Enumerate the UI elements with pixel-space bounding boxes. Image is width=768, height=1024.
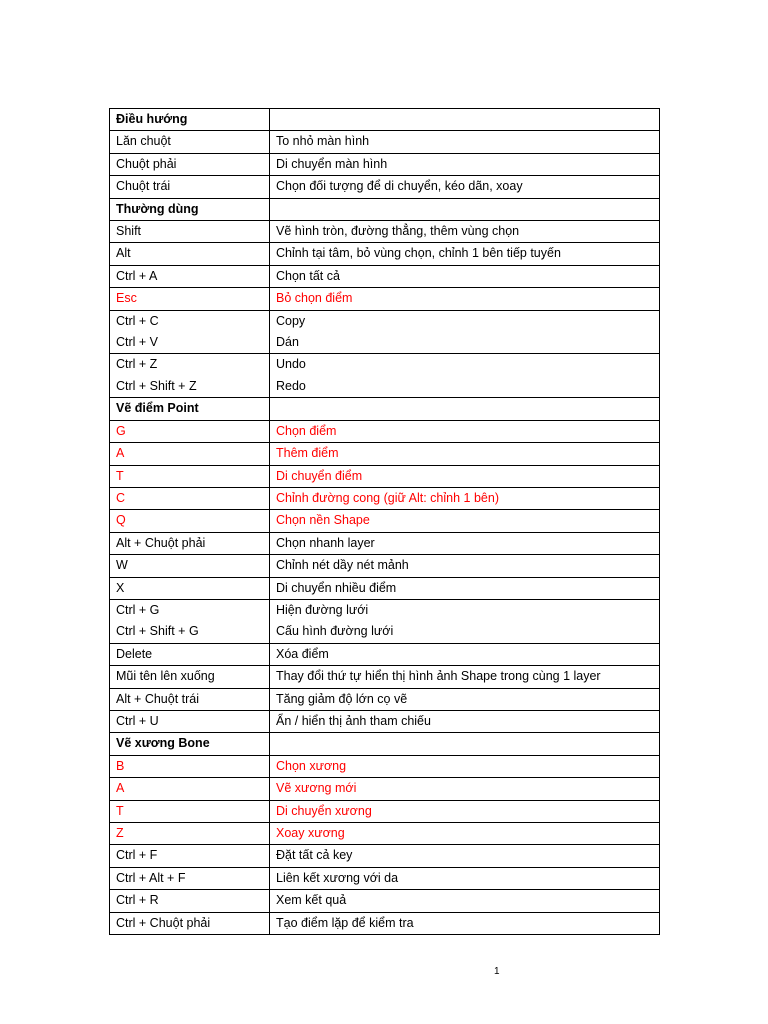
shortcut-description-cell bbox=[270, 555, 660, 577]
shortcut-key-text: Vẽ điểm Point bbox=[116, 401, 199, 416]
shortcut-key-text: Ctrl + V bbox=[116, 335, 159, 350]
shortcut-description-cell bbox=[270, 465, 660, 487]
shortcut-key-cell bbox=[110, 109, 270, 131]
shortcut-description-text: Di chuyển màn hình bbox=[276, 156, 388, 171]
shortcut-description-text: Undo bbox=[276, 357, 306, 372]
shortcut-description-cell bbox=[270, 354, 660, 398]
table-row bbox=[110, 221, 660, 243]
shortcut-key-text: Alt + Chuột trái bbox=[116, 691, 200, 706]
shortcut-key-cell bbox=[110, 265, 270, 287]
shortcut-description-cell bbox=[270, 131, 660, 153]
shortcut-key-cell bbox=[110, 912, 270, 934]
table-row bbox=[110, 510, 660, 532]
shortcut-description-text bbox=[276, 733, 659, 754]
shortcut-key-text: Shift bbox=[116, 224, 142, 239]
shortcut-description-cell bbox=[270, 176, 660, 198]
table-row bbox=[110, 688, 660, 710]
table-row bbox=[110, 845, 660, 867]
shortcut-key-cell bbox=[110, 510, 270, 532]
shortcut-key-text: T bbox=[116, 803, 124, 818]
shortcut-description-cell bbox=[270, 443, 660, 465]
shortcut-key-text: Ctrl + F bbox=[116, 848, 158, 863]
shortcut-description-text: Dán bbox=[276, 335, 299, 350]
shortcut-description-cell bbox=[270, 778, 660, 800]
table-row bbox=[110, 778, 660, 800]
shortcut-description-cell bbox=[270, 265, 660, 287]
shortcut-key-text: Lăn chuột bbox=[116, 134, 171, 149]
table-row bbox=[110, 443, 660, 465]
shortcut-description-text: Di chuyển nhiều điểm bbox=[276, 580, 397, 595]
shortcut-description-cell bbox=[270, 198, 660, 220]
shortcut-key-cell bbox=[110, 354, 270, 398]
section-header-row bbox=[110, 398, 660, 420]
shortcut-key-cell bbox=[110, 800, 270, 822]
shortcut-description-text: Tăng giảm độ lớn cọ vẽ bbox=[276, 691, 408, 706]
shortcut-key-cell bbox=[110, 778, 270, 800]
shortcut-key-cell bbox=[110, 288, 270, 310]
shortcut-description-cell bbox=[270, 845, 660, 867]
shortcut-key-text: Vẽ xương Bone bbox=[116, 736, 210, 751]
shortcut-key-text: A bbox=[116, 446, 125, 461]
shortcut-table bbox=[109, 108, 660, 935]
table-row bbox=[110, 532, 660, 554]
shortcut-key-cell bbox=[110, 666, 270, 688]
shortcut-key-cell bbox=[110, 153, 270, 175]
shortcut-description-text: Cấu hình đường lưới bbox=[276, 624, 394, 639]
shortcut-key-text: Esc bbox=[116, 291, 137, 306]
shortcut-key-text: Ctrl + A bbox=[116, 268, 158, 283]
shortcut-description-text: Chỉnh đường cong (giữ Alt: chỉnh 1 bên) bbox=[276, 490, 499, 505]
shortcut-key-text: Ctrl + R bbox=[116, 893, 159, 908]
table-row bbox=[110, 354, 660, 398]
shortcut-key-text: Chuột trái bbox=[116, 179, 171, 194]
shortcut-key-text: T bbox=[116, 468, 124, 483]
shortcut-key-text: Chuột phải bbox=[116, 156, 177, 171]
shortcut-key-text: G bbox=[116, 423, 126, 438]
table-row bbox=[110, 912, 660, 934]
shortcut-description-text: Chọn đối tượng để di chuyển, kéo dãn, xoay bbox=[276, 179, 523, 194]
shortcut-key-cell bbox=[110, 733, 270, 755]
table-row bbox=[110, 243, 660, 265]
shortcut-description-text: Xem kết quả bbox=[276, 893, 347, 908]
shortcut-description-text: Chọn nhanh layer bbox=[276, 535, 375, 550]
shortcut-description-cell bbox=[270, 288, 660, 310]
shortcut-key-text: X bbox=[116, 580, 125, 595]
table-row bbox=[110, 288, 660, 310]
shortcut-description-cell bbox=[270, 243, 660, 265]
table-row bbox=[110, 310, 660, 354]
shortcut-key-text: C bbox=[116, 490, 126, 505]
shortcut-key-text: Ctrl + U bbox=[116, 713, 159, 728]
shortcut-description-cell bbox=[270, 577, 660, 599]
page-number: 1 bbox=[494, 966, 500, 977]
section-header-row bbox=[110, 198, 660, 220]
shortcut-description-text: Chỉnh nét dầy nét mảnh bbox=[276, 558, 409, 573]
table-row bbox=[110, 176, 660, 198]
shortcut-key-cell bbox=[110, 443, 270, 465]
shortcut-description-text: Chọn điểm bbox=[276, 423, 337, 438]
shortcut-key-cell bbox=[110, 487, 270, 509]
shortcut-key-text: Alt + Chuột phải bbox=[116, 535, 206, 550]
shortcut-key-cell bbox=[110, 823, 270, 845]
shortcut-key-cell bbox=[110, 688, 270, 710]
shortcut-key-cell bbox=[110, 398, 270, 420]
shortcut-key-cell bbox=[110, 555, 270, 577]
shortcut-description-cell bbox=[270, 890, 660, 912]
shortcut-description-text: Chỉnh tại tâm, bỏ vùng chọn, chỉnh 1 bên tiếp tuyến bbox=[276, 246, 561, 261]
shortcut-key-text: Delete bbox=[116, 646, 153, 661]
table-row bbox=[110, 890, 660, 912]
table-row bbox=[110, 666, 660, 688]
table-row bbox=[110, 420, 660, 442]
shortcut-description-cell bbox=[270, 710, 660, 732]
shortcut-description-cell bbox=[270, 153, 660, 175]
shortcut-key-cell bbox=[110, 577, 270, 599]
shortcut-description-text: Vẽ hình tròn, đường thẳng, thêm vùng chọn bbox=[276, 224, 520, 239]
shortcut-description-cell bbox=[270, 912, 660, 934]
shortcut-description-text: Xoay xương bbox=[276, 826, 345, 840]
shortcut-description-text: Thêm điểm bbox=[276, 446, 339, 461]
shortcut-key-cell bbox=[110, 867, 270, 889]
shortcut-description-text bbox=[276, 109, 659, 130]
shortcut-description-text: Thay đổi thứ tự hiển thị hình ảnh Shape trong cùng 1 layer bbox=[276, 669, 601, 684]
table-row bbox=[110, 153, 660, 175]
shortcut-description-text: Tạo điểm lặp để kiểm tra bbox=[276, 915, 414, 930]
shortcut-description-cell bbox=[270, 666, 660, 688]
shortcut-description-cell bbox=[270, 532, 660, 554]
shortcut-key-text: A bbox=[116, 781, 125, 796]
shortcut-description-cell bbox=[270, 733, 660, 755]
shortcut-key-cell bbox=[110, 420, 270, 442]
shortcut-key-text: W bbox=[116, 558, 128, 573]
table-row bbox=[110, 555, 660, 577]
shortcut-key-text: Ctrl + Chuột phải bbox=[116, 915, 211, 930]
shortcut-key-cell bbox=[110, 310, 270, 354]
section-header-row bbox=[110, 109, 660, 131]
shortcut-description-cell bbox=[270, 109, 660, 131]
table-row bbox=[110, 755, 660, 777]
table-row bbox=[110, 823, 660, 845]
shortcut-description-text: Di chuyển điểm bbox=[276, 468, 363, 483]
shortcut-key-text: Mũi tên lên xuống bbox=[116, 669, 215, 684]
shortcut-description-text: To nhỏ màn hình bbox=[276, 134, 370, 149]
shortcut-description-text: Redo bbox=[276, 378, 306, 393]
shortcut-key-text: Ctrl + Z bbox=[116, 357, 158, 372]
table-row bbox=[110, 710, 660, 732]
shortcut-key-cell bbox=[110, 243, 270, 265]
shortcut-key-cell bbox=[110, 845, 270, 867]
table-row bbox=[110, 265, 660, 287]
shortcut-description-cell bbox=[270, 643, 660, 665]
table-row bbox=[110, 867, 660, 889]
shortcut-description-cell bbox=[270, 599, 660, 643]
shortcut-description-cell bbox=[270, 823, 660, 845]
shortcut-description-text: Xóa điểm bbox=[276, 646, 329, 661]
shortcut-description-text: Chọn tất cả bbox=[276, 268, 340, 283]
shortcut-description-cell bbox=[270, 487, 660, 509]
table-row bbox=[110, 599, 660, 643]
shortcut-key-text: Điều hướng bbox=[116, 112, 188, 126]
shortcut-description-text bbox=[276, 199, 659, 220]
table-row bbox=[110, 131, 660, 153]
shortcut-key-text: Ctrl + G bbox=[116, 602, 160, 617]
shortcut-description-cell bbox=[270, 420, 660, 442]
shortcut-description-text: Vẽ xương mới bbox=[276, 781, 357, 796]
table-row bbox=[110, 577, 660, 599]
shortcut-description-cell bbox=[270, 755, 660, 777]
shortcut-key-text: Ctrl + C bbox=[116, 313, 159, 328]
shortcut-key-cell bbox=[110, 643, 270, 665]
shortcut-description-text: Liên kết xương với da bbox=[276, 870, 399, 885]
shortcut-description-text: Copy bbox=[276, 313, 306, 328]
shortcut-key-text: B bbox=[116, 758, 125, 773]
table-row bbox=[110, 487, 660, 509]
shortcut-description-cell bbox=[270, 688, 660, 710]
shortcut-key-cell bbox=[110, 532, 270, 554]
shortcut-key-text: Alt bbox=[116, 246, 131, 261]
shortcut-description-cell bbox=[270, 310, 660, 354]
shortcut-key-cell bbox=[110, 710, 270, 732]
shortcut-key-cell bbox=[110, 890, 270, 912]
shortcut-description-text bbox=[276, 398, 659, 419]
shortcut-key-cell bbox=[110, 599, 270, 643]
shortcut-description-cell bbox=[270, 800, 660, 822]
shortcut-key-cell bbox=[110, 176, 270, 198]
table-row bbox=[110, 465, 660, 487]
shortcut-description-cell bbox=[270, 867, 660, 889]
shortcut-key-text: Z bbox=[116, 826, 124, 840]
shortcut-description-text: Hiện đường lưới bbox=[276, 602, 369, 617]
shortcut-key-cell bbox=[110, 755, 270, 777]
shortcut-key-text: Ctrl + Alt + F bbox=[116, 870, 186, 885]
shortcut-key-cell bbox=[110, 198, 270, 220]
shortcut-key-text: Thường dùng bbox=[116, 201, 199, 216]
shortcut-key-cell bbox=[110, 131, 270, 153]
shortcut-description-text: Chọn xương bbox=[276, 758, 347, 773]
shortcut-key-text: Q bbox=[116, 513, 126, 528]
shortcut-description-text: Bỏ chọn điểm bbox=[276, 291, 353, 306]
shortcut-key-text: Ctrl + Shift + G bbox=[116, 624, 199, 639]
shortcut-description-cell bbox=[270, 221, 660, 243]
shortcut-description-cell bbox=[270, 398, 660, 420]
section-header-row bbox=[110, 733, 660, 755]
table-row bbox=[110, 643, 660, 665]
shortcut-description-text: Đặt tất cả key bbox=[276, 848, 353, 863]
shortcut-key-text: Ctrl + Shift + Z bbox=[116, 378, 197, 393]
shortcut-description-cell bbox=[270, 510, 660, 532]
shortcut-description-text: Chọn nền Shape bbox=[276, 513, 370, 528]
table-body bbox=[110, 109, 660, 935]
shortcut-description-text: Di chuyển xương bbox=[276, 803, 372, 818]
table-row bbox=[110, 800, 660, 822]
shortcut-key-cell bbox=[110, 465, 270, 487]
shortcut-description-text: Ẩn / hiển thị ảnh tham chiếu bbox=[276, 713, 431, 728]
shortcut-key-cell bbox=[110, 221, 270, 243]
